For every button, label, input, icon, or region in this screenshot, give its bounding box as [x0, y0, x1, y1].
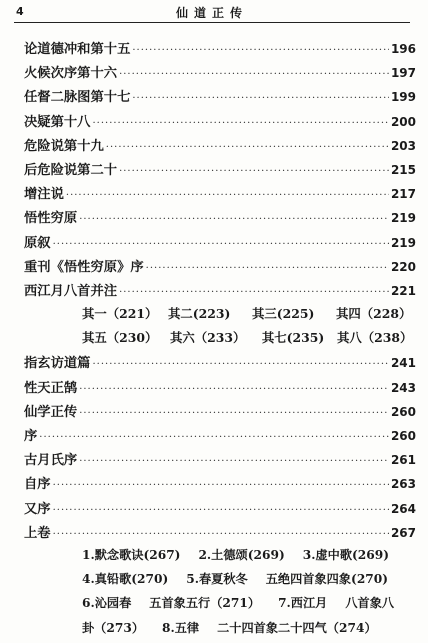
toc-entry: [24, 62, 416, 86]
toc-entry-title: 任督二脉图第十七: [24, 90, 131, 106]
toc-subentry: 5.春夏秋冬: [186, 572, 248, 587]
table-of-contents: [24, 38, 416, 643]
dot-leader: [53, 239, 389, 250]
toc-subentry: 其六（233）: [169, 330, 246, 346]
shangjuan-list-line-1: [24, 546, 416, 570]
toc-entry-title: 古月氏序: [24, 453, 78, 469]
toc-subentry: 五首象五行（271）: [149, 596, 261, 611]
toc-entry-page: 219: [390, 211, 416, 226]
toc-entry-title: 悟性穷原: [24, 211, 78, 227]
toc-entry: [24, 256, 416, 280]
toc-entry-title: 又序: [24, 501, 51, 517]
toc-subentry: 其七(235): [261, 330, 325, 346]
toc-entry: [24, 135, 416, 159]
toc-entry-title: 西江月八首并注: [24, 283, 118, 299]
toc-entry-page: 264: [390, 501, 416, 516]
dot-leader: [79, 384, 389, 395]
dot-leader: [119, 166, 389, 177]
running-title: 仙道正传: [175, 6, 248, 20]
toc-entry: [24, 280, 416, 304]
dot-leader: [39, 432, 389, 443]
toc-entry-page: 263: [390, 477, 416, 492]
toc-subentry: 其一（221）: [82, 306, 158, 322]
toc-top-section: [24, 38, 416, 304]
toc-entry-title: 重刊《悟性穷原》序: [24, 259, 144, 275]
toc-entry-page: 260: [390, 429, 416, 443]
dot-leader: [119, 69, 389, 80]
toc-entry-page: 261: [390, 453, 416, 468]
toc-entry-page: 217: [390, 187, 416, 202]
toc-entry-page: 221: [390, 283, 416, 298]
dot-leader: [92, 118, 388, 129]
toc-entry-page: 200: [390, 114, 416, 129]
toc-entry-title: 仙学正传: [24, 404, 78, 420]
toc-entry: [24, 449, 416, 473]
toc-entry-title: 自序: [24, 477, 51, 493]
shangjuan-list-line-3: [24, 594, 416, 618]
dot-leader: [146, 263, 389, 274]
toc-subentry: 7.西江月: [278, 596, 328, 611]
dot-leader: [79, 214, 389, 225]
dot-leader: [79, 408, 389, 419]
toc-entry-page: 196: [390, 42, 416, 56]
toc-subentry: 4.真铅歌(270): [82, 572, 169, 587]
toc-subentry: 五绝四首象四象(270): [265, 572, 389, 587]
toc-entry: [24, 498, 416, 522]
toc-entry: [24, 401, 416, 425]
toc-entry: [24, 377, 416, 401]
toc-entry-title: 序: [24, 429, 38, 444]
toc-subentry: 3.虚中歌(269): [302, 547, 389, 562]
toc-entry: [24, 522, 416, 546]
toc-subentry: 8.五律: [162, 620, 200, 635]
toc-entry: [24, 159, 416, 183]
toc-entry-page: 260: [390, 404, 416, 419]
toc-entry: [24, 473, 416, 497]
shangjuan-list-line-2: [24, 570, 416, 594]
toc-entry: [24, 352, 416, 376]
toc-subentry: 其二(223): [168, 306, 231, 322]
toc-subentry: 6.沁园春: [82, 596, 132, 611]
toc-entry-title: 指玄访道篇: [24, 356, 91, 372]
toc-entry: [24, 232, 416, 256]
toc-subentry: 其八（238）: [336, 330, 413, 346]
toc-entry-title: 后危险说第二十: [24, 162, 118, 178]
dot-leader: [53, 505, 389, 516]
toc-entry-title: 原叙: [24, 235, 51, 251]
page-header: [14, 2, 410, 23]
toc-entry-page: 197: [390, 66, 416, 81]
toc-subentry: 其五（230）: [82, 330, 158, 346]
dot-leader: [106, 142, 389, 153]
dot-leader: [92, 359, 388, 370]
toc-subentry: 其三(225): [252, 306, 315, 322]
toc-entry-page: 243: [390, 380, 416, 395]
toc-entry-page: 220: [390, 259, 416, 274]
toc-entry-page: 267: [390, 525, 416, 540]
toc-entry-page: 215: [390, 162, 416, 177]
toc-subentry: 1.默念歌诀(267): [82, 547, 181, 562]
shangjuan-list-line-4: [24, 619, 416, 643]
xijiang-subentries-row-2: [24, 328, 416, 352]
toc-entry: [24, 86, 416, 110]
dot-leader: [66, 190, 389, 201]
toc-entry-title: 上卷: [24, 525, 51, 541]
toc-entry: [24, 38, 416, 62]
dot-leader: [79, 456, 389, 467]
toc-subentry: 二十四首象二十四气（274）: [217, 620, 377, 635]
toc-entry-title: 决疑第十八: [24, 114, 91, 130]
toc-entry-title: 性天正鹄: [24, 380, 78, 396]
xijiang-subentries-row-1: [24, 304, 416, 328]
toc-subentry: 八首象八: [345, 596, 395, 611]
dot-leader: [53, 529, 389, 540]
toc-entry-page: 219: [390, 235, 416, 250]
page-number: 4: [16, 5, 24, 18]
toc-entry: [24, 425, 416, 449]
toc-entry: [24, 183, 416, 207]
toc-entry: [24, 207, 416, 231]
dot-leader: [119, 287, 389, 298]
toc-subentry: 2.土德颂(269): [198, 547, 285, 562]
toc-entry-title: 增注说: [24, 187, 64, 203]
toc-entry-page: 241: [390, 356, 416, 371]
toc-subentry: 其四（228）: [336, 306, 412, 322]
toc-entry-page: 199: [390, 90, 416, 105]
toc-entry-page: 203: [390, 138, 416, 153]
toc-entry-title: 危险说第十九: [24, 138, 104, 154]
toc-subentry: 卦（273）: [82, 620, 145, 635]
dot-leader: [132, 93, 389, 104]
toc-entry-title: 火候次序第十六: [24, 66, 118, 82]
toc-bottom-section: [24, 352, 416, 546]
dot-leader: [53, 480, 389, 491]
toc-entry-title: 论道德冲和第十五: [24, 42, 131, 57]
toc-entry: [24, 111, 416, 135]
dot-leader: [132, 45, 389, 56]
